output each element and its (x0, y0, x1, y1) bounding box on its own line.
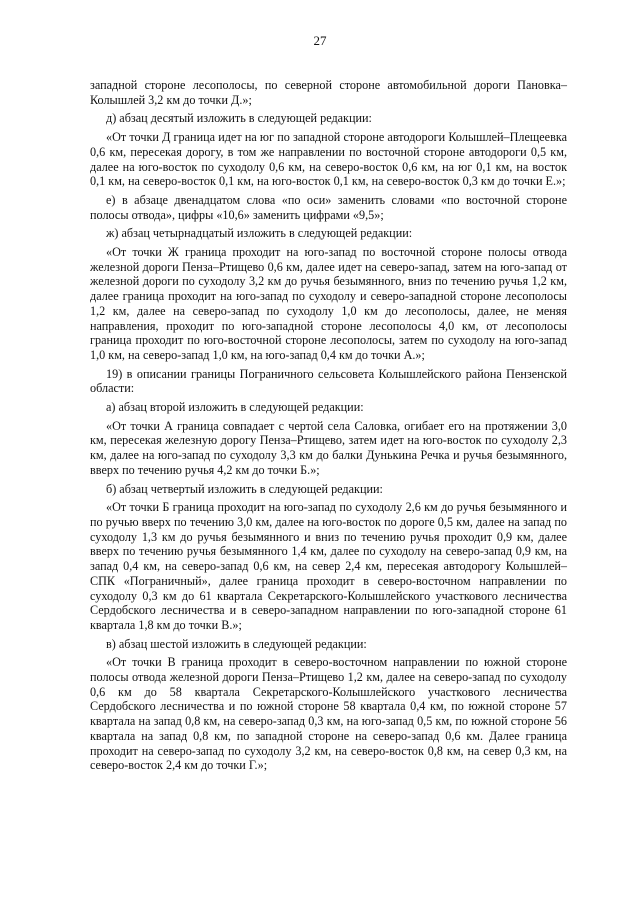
paragraph-quote-point-zh: «От точки Ж граница проходит на юго-запад по восточной стороне полосы отвода железной дороги Пенза–Ртищево 0,6 км, далее идет на северо-запад, затем на юго-запад от железной дороги по суходолу 3,2 км до ручья безымянного, вниз по течению ручья 1,2 км, далее граница проходит на юго-запад по суходолу и северо-западной стороне лесополосы 1,2 км, далее на северо-запад по суходолу 1,0 км до лесополосы, далее, не меняя направления, проходит по юго-западной стороне лесополосы 4,0 км, от лесополосы граница проходит по юго-восточной стороне лесополосы, затем по суходолу на юго-запад 1,0 км, на северо-запад 1,0 км, на юго-запад 0,4 км до точки А.»; (90, 245, 567, 362)
paragraph-quote-point-v: «От точки В граница проходит в северо-восточном направлении по южной стороне полосы отвода железной дороги Пенза–Ртищево 1,2 км, далее на северо-запад по суходолу 0,6 км до 58 квартала Секретарского-Колышлейского участкового лесничества Сердобского лесничества и по южной стороне 58 квартала 0,4 км, по южной стороне 57 квартала на запад 0,8 км, на северо-запад 0,3 км, на юго-запад 0,5 км, по южной стороне 56 квартала на запад 0,8 км, по западной стороне на северо-запад 0,6 км. Далее граница проходит на северо-запад по суходолу 3,2 км, на северо-восток 0,8 км, на север 0,3 км, на северо-восток 2,4 км до точки Г.»; (90, 655, 567, 773)
paragraph-amendment-zh: ж) абзац четырнадцатый изложить в следующей редакции: (106, 226, 413, 241)
paragraph-amendment-b: б) абзац четвертый изложить в следующей редакции: (106, 481, 383, 496)
paragraph-amendment-a: а) абзац второй изложить в следующей редакции: (106, 400, 364, 415)
document-body (90, 78, 567, 777)
paragraph-amendment-e: е) в абзаце двенадцатом слова «по оси» заменить словами «по восточной стороне полосы отвода», цифры «10,6» заменить цифрами «9,5»; (90, 192, 567, 222)
paragraph-quote-point-b: «От точки Б граница проходит на юго-запад по суходолу 2,6 км до ручья безымянного и по ручью вверх по течению 3,0 км, далее на юго-восток по дороге 0,5 км, далее на запад по суходолу 1,3 км до ручья безымянного и вниз по течению ручья проходит 0,9 км, далее вверх по течению ручья безымянного 1,4 км, далее по суходолу на северо-запад 0,9 км, на запад 0,4 км, на северо-запад 0,6 км, на север 2,4 км, пересекая автодорогу Колышлей–СПК «Пограничный», далее граница проходит в северо-восточном направлении по суходолу 0,3 км до 61 квартала Секретарского-Колышлейского участкового лесничества Сердобского лесничества и в северо-западном направлении по юго-западной стороне 61 квартала 1,8 км до точки В.»; (90, 500, 567, 632)
paragraph-quote-point-a: «От точки А граница совпадает с чертой села Саловка, огибает его на протяжении 3,0 км, пересекая железную дорогу Пенза–Ртищево, затем идет на юго-восток по суходолу 2,3 км, далее на юго-запад по суходолу 3,3 км до балки Дунькина Речка и ручья безымянного, вверх по течению ручья 4,2 км до точки Б.»; (90, 418, 567, 477)
page-number: 27 (313, 33, 327, 48)
paragraph-amendment-d: д) абзац десятый изложить в следующей редакции: (106, 111, 372, 126)
paragraph-quote-point-d: «От точки Д граница идет на юг по западной стороне автодороги Колышлей–Плещеевка 0,6 км, пересекая дорогу, в том же направлении по восточной стороне автодороги 0,5 км, далее на юго-восток по суходолу 0,6 км, на северо-восток 0,6 км, на юг 0,1 км, на восток 0,1 км, на северо-восток 0,1 км, на юго-восток 0,1 км, на северо-восток 0,3 км до точки Е.»; (90, 130, 567, 189)
paragraph-amendment-v: в) абзац шестой изложить в следующей редакции: (106, 636, 367, 651)
paragraph-continuation: западной стороне лесополосы, по северной стороне автомобильной дороги Пановка–Колышлей 3,2 км до точки Д.»; (90, 78, 567, 107)
paragraph-item-19: 19) в описании границы Пограничного сельсовета Колышлейского района Пензенской области: (90, 366, 567, 396)
